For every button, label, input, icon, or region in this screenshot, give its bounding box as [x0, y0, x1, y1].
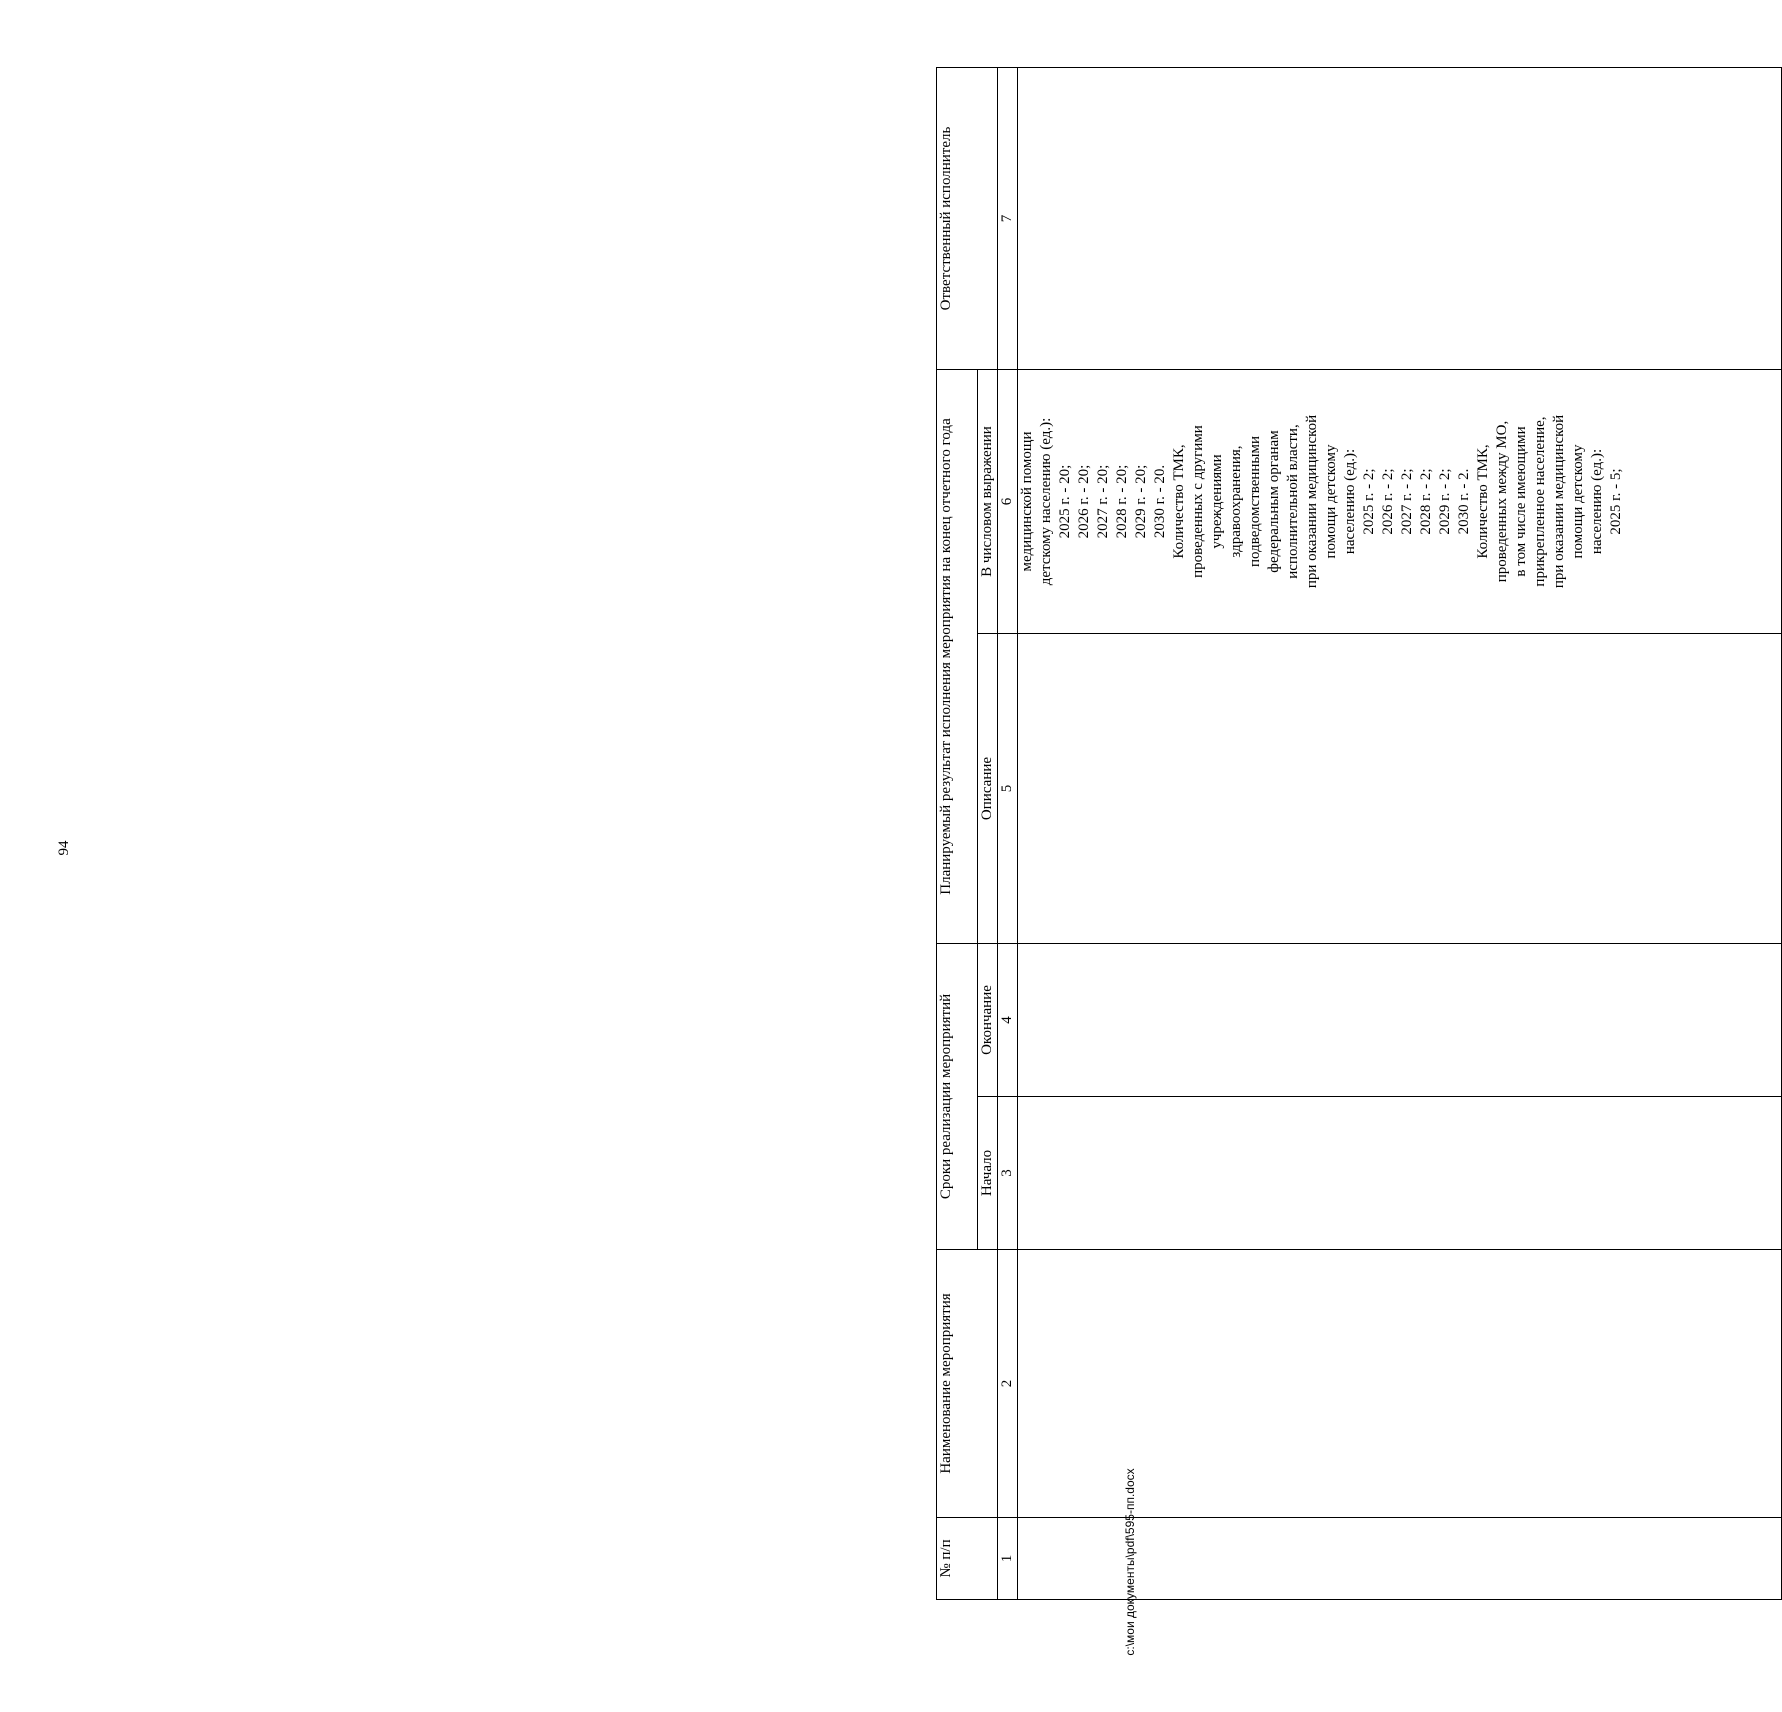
numeric-result-line: в том числе имеющими [1513, 426, 1529, 577]
numeric-result-line: 2027 г. - 2; [1399, 468, 1415, 535]
header-start: Начало [978, 1097, 998, 1250]
column-number: 5 [998, 634, 1018, 944]
numeric-result-line: при оказании медицинской [1551, 414, 1567, 589]
numeric-result-line: здравоохранения, [1228, 445, 1244, 558]
column-number: 1 [998, 1518, 1018, 1600]
header-num: № п/п [937, 1518, 998, 1600]
header-name: Наименование мероприятия [937, 1250, 998, 1518]
numeric-result-line: 2030 г. - 20. [1152, 464, 1168, 539]
numeric-result-line: 2030 г. - 2. [1456, 468, 1472, 535]
cell-end [1018, 944, 1782, 1097]
numeric-result-line: медицинской помощи [1019, 431, 1035, 572]
numeric-result-line: помощи детскому [1570, 444, 1586, 559]
column-number: 4 [998, 944, 1018, 1097]
numeric-result-line: прикрепленное население, [1532, 416, 1548, 587]
header-responsible: Ответственный исполнитель [937, 68, 998, 370]
numeric-result-line: 2027 г. - 20; [1095, 464, 1111, 539]
numeric-result-line: населению (ед.): [1342, 448, 1358, 555]
numeric-result-line: 2029 г. - 2; [1437, 468, 1453, 535]
numeric-result-line: 2028 г. - 2; [1418, 468, 1434, 535]
numeric-result-line: учреждениями [1209, 454, 1225, 549]
header-end: Окончание [978, 944, 998, 1097]
column-number: 7 [998, 68, 1018, 370]
header-numeric: В числовом выражении [978, 370, 998, 634]
numeric-result-line: 2025 г. - 5; [1608, 468, 1624, 535]
rotated-table-container [936, 68, 1782, 1600]
table-row [1018, 68, 1782, 1600]
column-number: 6 [998, 370, 1018, 634]
column-number: 3 [998, 1097, 1018, 1250]
header-planned-result: Планируемый результат исполнения мероприятия на конец отчетного года [937, 370, 978, 944]
numeric-result-line: 2026 г. - 20; [1076, 464, 1092, 539]
numeric-result-line: Количество ТМК, [1171, 444, 1187, 559]
numeric-result-line: при оказании медицинской [1304, 414, 1320, 589]
cell-start [1018, 1097, 1782, 1250]
numeric-result-line: 2028 г. - 20; [1114, 464, 1130, 539]
activities-table [936, 67, 1782, 1600]
page-number: 94 [56, 840, 72, 856]
numeric-result-line: подведомственными [1247, 435, 1263, 568]
numeric-result-line: 2029 г. - 20; [1133, 464, 1149, 539]
column-number-row [998, 68, 1018, 1600]
numeric-result-line: населению (ед.): [1589, 448, 1605, 555]
footer-file-path: c:\мои документы\pdf\595-пп.docx [1123, 1468, 1137, 1656]
cell-numeric [1018, 370, 1782, 634]
header-row-main [937, 68, 978, 1600]
column-number: 2 [998, 1250, 1018, 1518]
numeric-result-line: проведенных между МО, [1494, 420, 1510, 583]
numeric-result-line: Количество ТМК, [1475, 444, 1491, 559]
numeric-result-line: исполнительной власти, [1285, 424, 1301, 579]
numeric-result-line: помощи детскому [1323, 444, 1339, 559]
numeric-result-line: 2025 г. - 20; [1057, 464, 1073, 539]
numeric-result-line: 2025 г. - 2; [1361, 468, 1377, 535]
numeric-result-line: проведенных с другими [1190, 425, 1206, 578]
header-deadlines: Сроки реализации мероприятий [937, 944, 978, 1250]
numeric-result-line: федеральным органам [1266, 430, 1282, 573]
header-description: Описание [978, 634, 998, 944]
numeric-result-line: детскому населению (ед.): [1038, 417, 1054, 586]
numeric-result-line: 2026 г. - 2; [1380, 468, 1396, 535]
cell-responsible [1018, 68, 1782, 370]
cell-description [1018, 634, 1782, 944]
